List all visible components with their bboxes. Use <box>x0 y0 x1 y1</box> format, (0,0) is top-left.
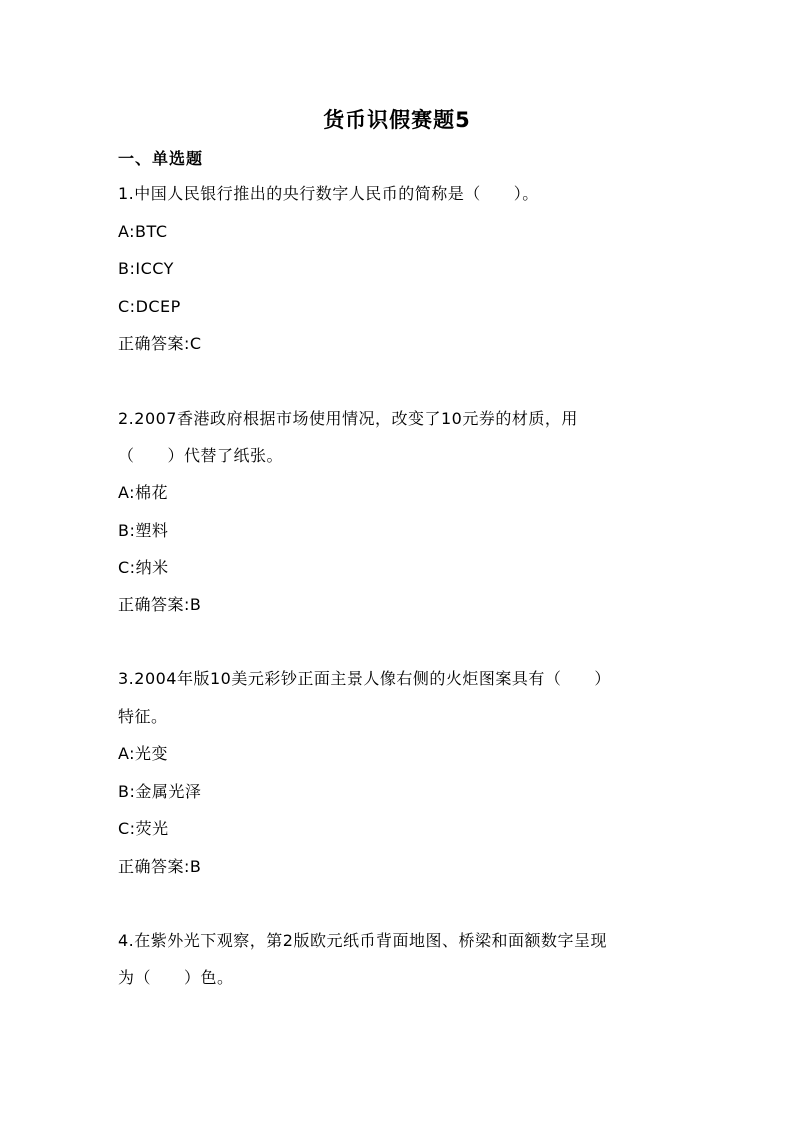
section-heading: 一、单选题 <box>118 149 204 168</box>
question-1-stem: 1.中国人民银行推出的央行数字人民币的简称是（ ）。 <box>118 184 539 203</box>
question-1-option-a: A:BTC <box>118 222 168 241</box>
question-3-option-a: A:光变 <box>118 744 169 763</box>
question-3-option-b: B:金属光泽 <box>118 782 202 801</box>
question-1-option-c: C:DCEP <box>118 297 181 316</box>
question-1-answer: 正确答案:C <box>118 334 202 353</box>
question-4-stem-line-1: 4.在紫外光下观察，第2版欧元纸币背面地图、桥梁和面额数字呈现 <box>118 931 607 950</box>
question-2-option-a: A:棉花 <box>118 483 169 502</box>
question-2-option-c: C:纳米 <box>118 558 169 577</box>
question-3-stem-line-2: 特征。 <box>118 707 168 726</box>
question-2-answer: 正确答案:B <box>118 595 202 614</box>
question-3-answer: 正确答案:B <box>118 857 202 876</box>
document-title: 货币识假赛题5 <box>323 108 471 132</box>
question-2-stem-line-2: （ ）代替了纸张。 <box>118 446 284 465</box>
question-2-stem-line-1: 2.2007香港政府根据市场使用情况，改变了10元券的材质，用 <box>118 409 578 428</box>
question-3-option-c: C:荧光 <box>118 819 169 838</box>
question-3-stem-line-1: 3.2004年版10美元彩钞正面主景人像右侧的火炬图案具有（ ） <box>118 669 611 688</box>
question-1-option-b: B:ICCY <box>118 259 174 278</box>
question-4-stem-line-2: 为（ ）色。 <box>118 968 234 987</box>
question-2-option-b: B:塑料 <box>118 521 169 540</box>
